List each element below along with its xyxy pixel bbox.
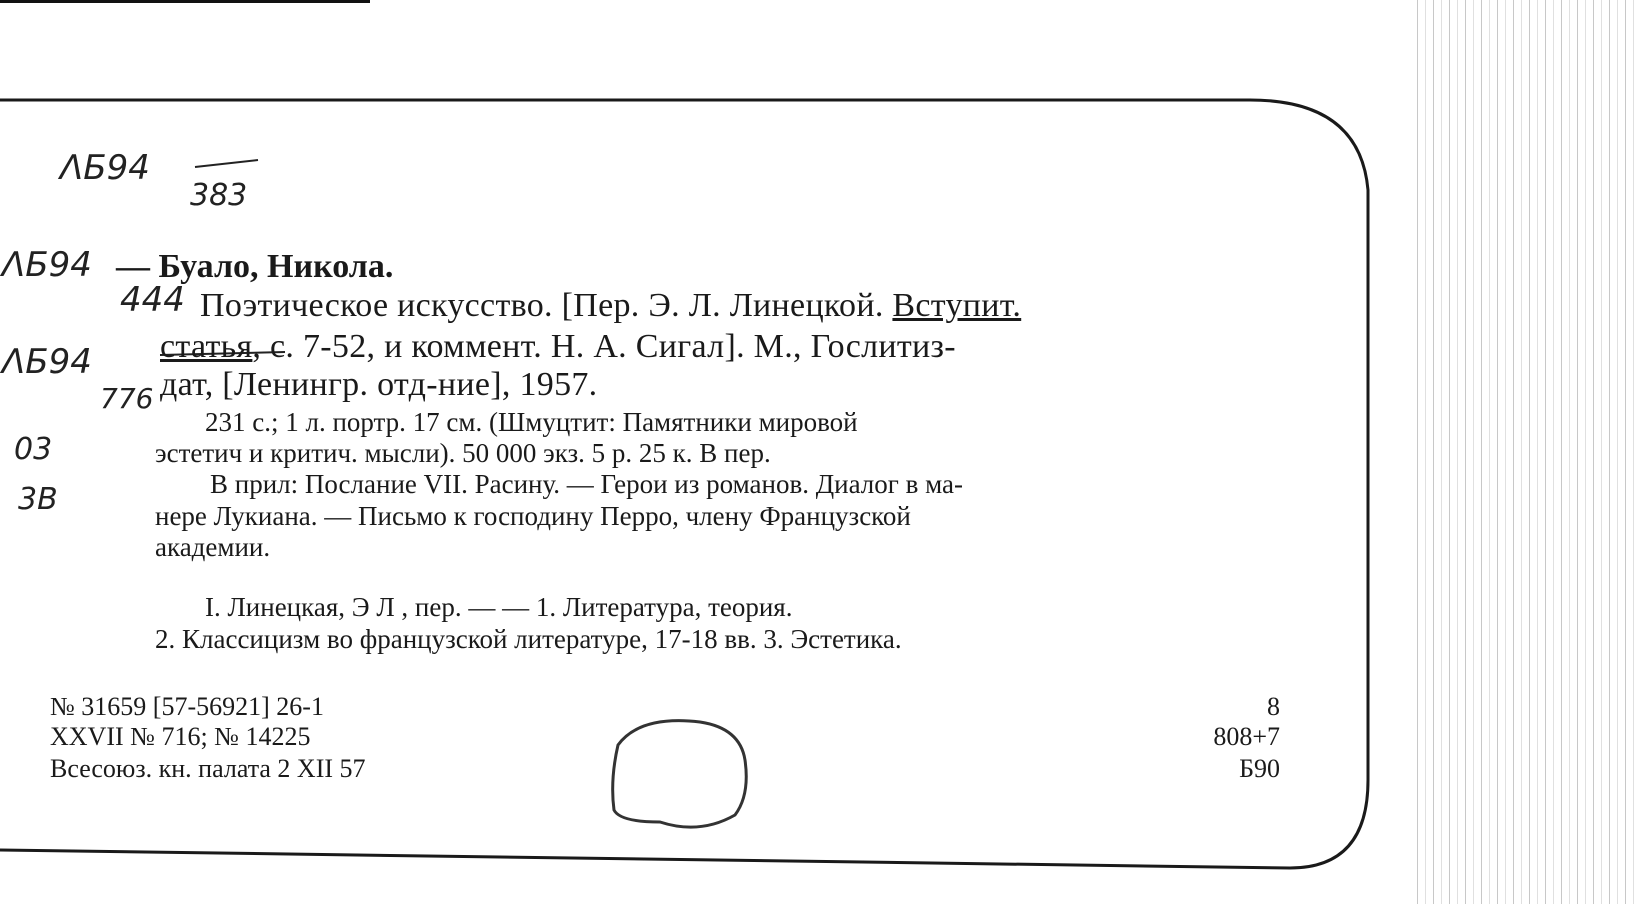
contents-note: академии. — [155, 532, 271, 562]
footer-chamber-stamp: Всесоюз. кн. палата 2 XII 57 — [50, 754, 366, 783]
footer-classification: 8 — [1267, 692, 1280, 721]
author-heading: — Буало, Никола. — [116, 248, 394, 285]
handwritten-margin-mark: 776 — [100, 382, 154, 415]
title-line: статья, с. 7-52, и коммент. Н. А. Сигал]. М., Гослитиз- — [160, 328, 956, 365]
footer-record-number: XXVII № 716; № 14225 — [50, 722, 311, 751]
description-line: эстетич и критич. мысли). 50 000 экз. 5 р. 25 к. В пер. — [155, 438, 771, 468]
library-stamp-outline — [613, 721, 747, 827]
handwritten-margin-mark: 3В — [18, 482, 58, 517]
footer-classification: 808+7 — [1213, 722, 1280, 751]
handwritten-call-number-sub: 383 — [190, 178, 248, 213]
subject-headings: I. Линецкая, Э Л , пер. — — 1. Литература, теория. — [205, 592, 793, 622]
description-line: 231 с.; 1 л. портр. 17 см. (Шмуцтит: Памятники мировой — [205, 407, 858, 437]
footer-author-mark: Б90 — [1239, 754, 1280, 783]
call-number-stroke — [195, 160, 258, 167]
footer-record-number: № 31659 [57-56921] 26-1 — [50, 692, 324, 721]
handwritten-margin-mark: ΛБ94 — [2, 342, 92, 382]
title-line: Поэтическое искусство. [Пер. Э. Л. Линецкой. Вступит. — [200, 287, 1022, 324]
contents-note: В прил: Послание VII. Расину. — Герои из романов. Диалог в ма- — [210, 469, 963, 499]
handwritten-margin-mark: 444 — [120, 280, 185, 320]
handwritten-call-number: ΛБ94 — [60, 148, 150, 188]
subject-headings: 2. Классицизм во французской литературе, 17-18 вв. 3. Эстетика. — [155, 624, 902, 654]
handwritten-margin-mark: ΛБ94 — [2, 245, 92, 285]
handwritten-margin-mark: 03 — [14, 432, 53, 467]
title-line: дат, [Ленингр. отд-ние], 1957. — [160, 366, 598, 403]
contents-note: нере Лукиана. — Письмо к господину Перро, члену Французской — [155, 501, 911, 531]
